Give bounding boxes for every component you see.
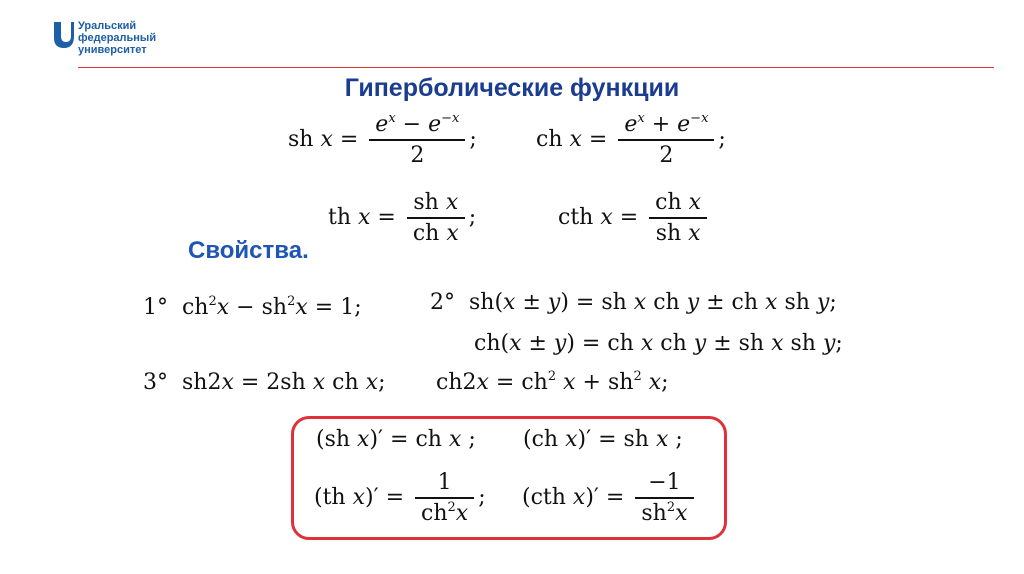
derivative-ch: (ch x)′ = sh x ; (523, 427, 683, 452)
def-ch-fraction: $\frac{e^x + e^{-x}}{2}$ (618, 112, 714, 168)
derivative-cth-num: −1 (648, 470, 681, 495)
property-1: 1° $ch^2x - sh^2x = 1$; (143, 294, 362, 320)
def-sh-fraction: $\frac{e^x - e^{-x}}{2}$ (369, 112, 465, 168)
def-th-fraction: $\frac{\text{sh x}}{\text{ch x}}$ (407, 190, 465, 246)
university-logo-icon (52, 20, 74, 50)
def-cth-fraction: $\frac{\text{ch x}}{\text{sh x}}$ (649, 190, 707, 246)
def-sh: sh x = $\frac{e^x - e^{-x}}{2}$ ; (288, 111, 477, 168)
header-rule (78, 67, 994, 68)
property-2-line-1: 2° sh(x ± y) = sh x ch y ± ch x sh y; (430, 290, 837, 315)
property-3: 3° sh2x = 2sh x ch x; (143, 370, 386, 395)
def-ch-den: 2 (659, 142, 674, 168)
def-ch-lhs: ch (536, 126, 570, 152)
university-logo-text (78, 20, 156, 56)
logo-line-3: университет (78, 44, 147, 56)
def-th-lhs: th (328, 204, 359, 230)
derivative-th: (th x)′ = $\frac{1}{ch^2x}$ ; (314, 470, 486, 526)
properties-heading: Свойства. (188, 237, 309, 264)
property-2-marker: 2° (430, 290, 455, 315)
property-3-ch2x: $ch2x = ch^2$ $x + sh^2$ x; (436, 369, 669, 395)
derivative-th-fraction: $\frac{1}{ch^2x}$ (415, 470, 474, 526)
derivative-cth-fraction: $\frac{-1}{sh^2x}$ (635, 470, 693, 526)
def-cth: cth x = $\frac{\text{ch x}}{\text{sh x}}$ (558, 190, 711, 246)
logo-line-2: федеральный (78, 32, 157, 44)
def-ch: ch x = $\frac{e^x + e^{-x}}{2}$ ; (536, 111, 726, 168)
page-title: Гиперболические функции (344, 74, 680, 102)
def-th: th x = $\frac{\text{sh x}}{\text{ch x}}$ ; (328, 190, 477, 246)
derivative-cth: (cth x)′ = $\frac{-1}{sh^2x}$ (522, 470, 698, 526)
logo-line-1: Уральский (78, 20, 137, 32)
property-1-marker: 1° (143, 295, 168, 320)
derivative-th-num: 1 (437, 470, 452, 495)
def-sh-lhs: sh (288, 126, 321, 152)
derivative-sh: (sh x)′ = ch x ; (316, 427, 476, 452)
property-3-marker: 3° (143, 370, 168, 395)
def-cth-lhs: cth (558, 204, 601, 230)
property-2-line-2: ch(x ± y) = ch x ch y ± sh x sh y; (474, 331, 843, 356)
def-sh-den: 2 (410, 142, 425, 168)
